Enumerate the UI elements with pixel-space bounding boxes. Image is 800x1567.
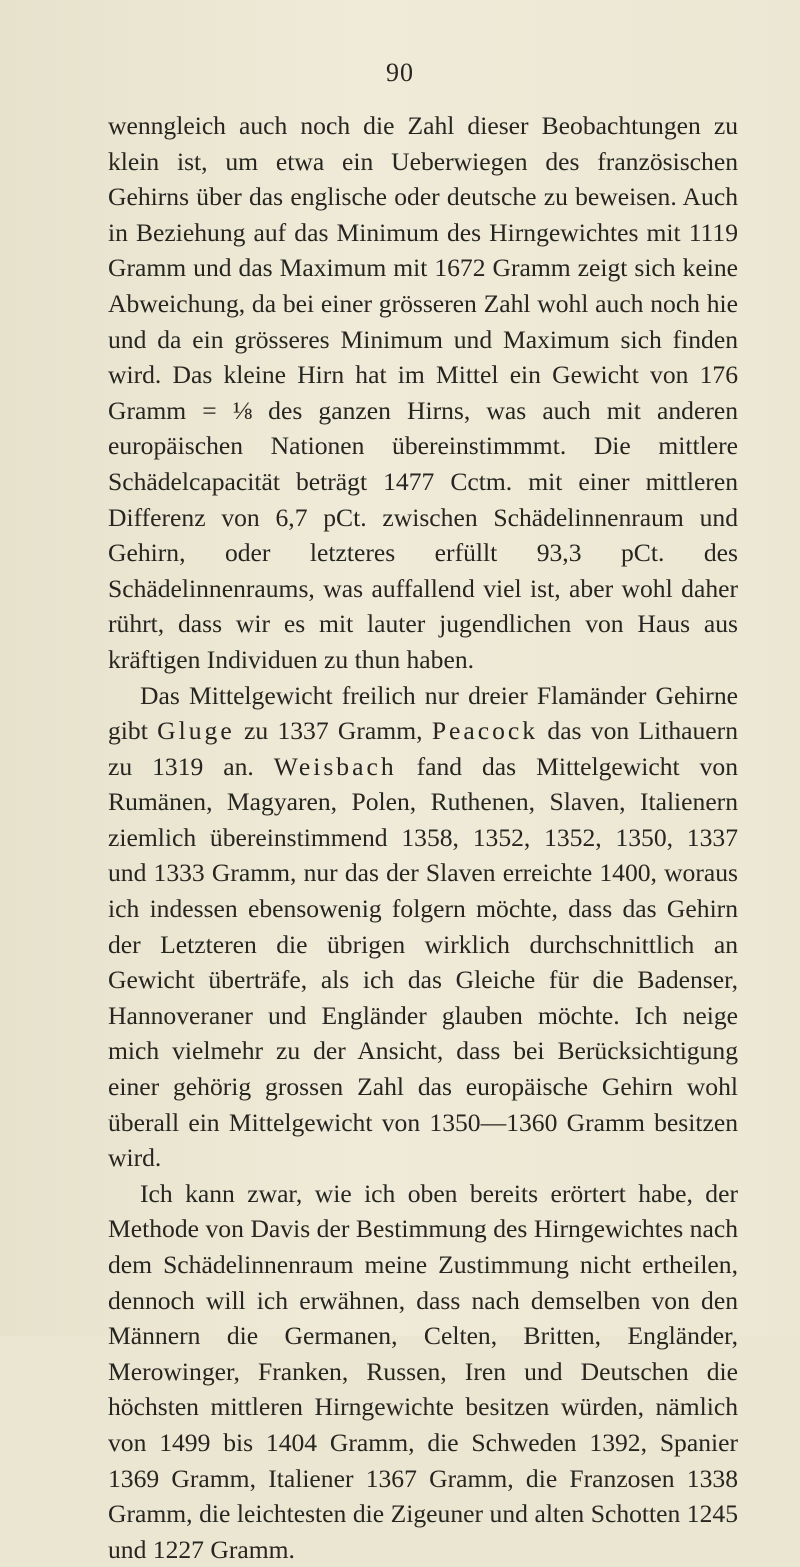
author-name-gluge: Gluge [157,716,235,746]
page-number: 90 [386,58,414,87]
author-name-weisbach: Weisbach [273,751,397,781]
author-name-peacock: Peacock [431,716,539,746]
paragraph-2-text-2: zu 1337 Gramm, [234,716,432,746]
paragraph-2-text-1: Das Mittelgewicht freilich nur dreier Flamänder Gehirne gibt [108,680,738,746]
paragraph-2 [108,678,738,1176]
paragraph-3: Ich kann zwar, wie ich oben bereits erörtert habe, der Methode von Davis der Bestimmung des Hirngewichtes nach dem Schädelinnenraum meine Zustimmung nicht ertheilen, dennoch will ich erwähnen, dass nach demselben von den Männern die Germanen, Celten, Britten, Engländer, Merowinger, Franken, Russen, Iren und Deutschen die höchsten mittleren Hirngewichte besitzen würden, nämlich von 1499 bis 1404 Gramm, die Schweden 1392, Spanier 1369 Gramm, Italiener 1367 Gramm, die Franzosen 1338 Gramm, die leichtesten die Zigeuner und alten Schotten 1245 und 1227 Gramm. [108,1178,738,1564]
paragraph-2-text-3: das von Lithauern zu 1319 an. [108,716,738,781]
paragraph-1: wenngleich auch noch die Zahl dieser Beobachtungen zu klein ist, um etwa ein Ueberwiegen des französischen Gehirns über das englische oder deutsche zu beweisen. Auch in Beziehung auf das Minimum des Hirngewichtes mit 1119 Gramm und das Maximum mit 1672 Gramm zeigt sich keine Abweichung, da bei einer grösseren Zahl wohl auch noch hie und da ein grösseres Minimum und Maximum sich finden wird. Das kleine Hirn hat im Mittel ein Gewicht von 176 Gramm = ⅛ des ganzen Hirns, was auch mit anderen europäischen Nationen übereinstimmmt. Die mittlere Schädelcapacität beträgt 1477 Cctm. mit einer mittleren Differenz von 6,7 pCt. zwischen Schädelinnenraum und Gehirn, oder letzteres erfüllt 93,3 pCt. des Schädelinnenraums, was auffallend viel ist, aber wohl daher rührt, dass wir es mit lauter jugendlichen von Haus aus kräftigen Individuen zu thun haben. [108,111,738,674]
body-text [108,108,738,1567]
paragraph-2-text-4: fand das Mittelgewicht von Rumänen, Magyaren, Polen, Ruthenen, Slaven, Italienern ziemlich übereinstimmend 1358, 1352, 1352, 1350, 1337 und 1333 Gramm, nur das der Slaven erreichte 1400, woraus ich indessen ebensowenig folgern möchte, dass das Gehirn der Letzteren die übrigen wirklich durchschnittlich an Gewicht überträfe, als ich das Gleiche für die Badenser, Hannoveraner und Engländer glauben möchte. Ich neige mich vielmehr zu der Ansicht, dass bei Berücksichtigung einer gehörig grossen Zahl das europäische Gehirn wohl überall ein Mittelgewicht von 1350—1360 Gramm besitzen wird. [108,751,738,1173]
